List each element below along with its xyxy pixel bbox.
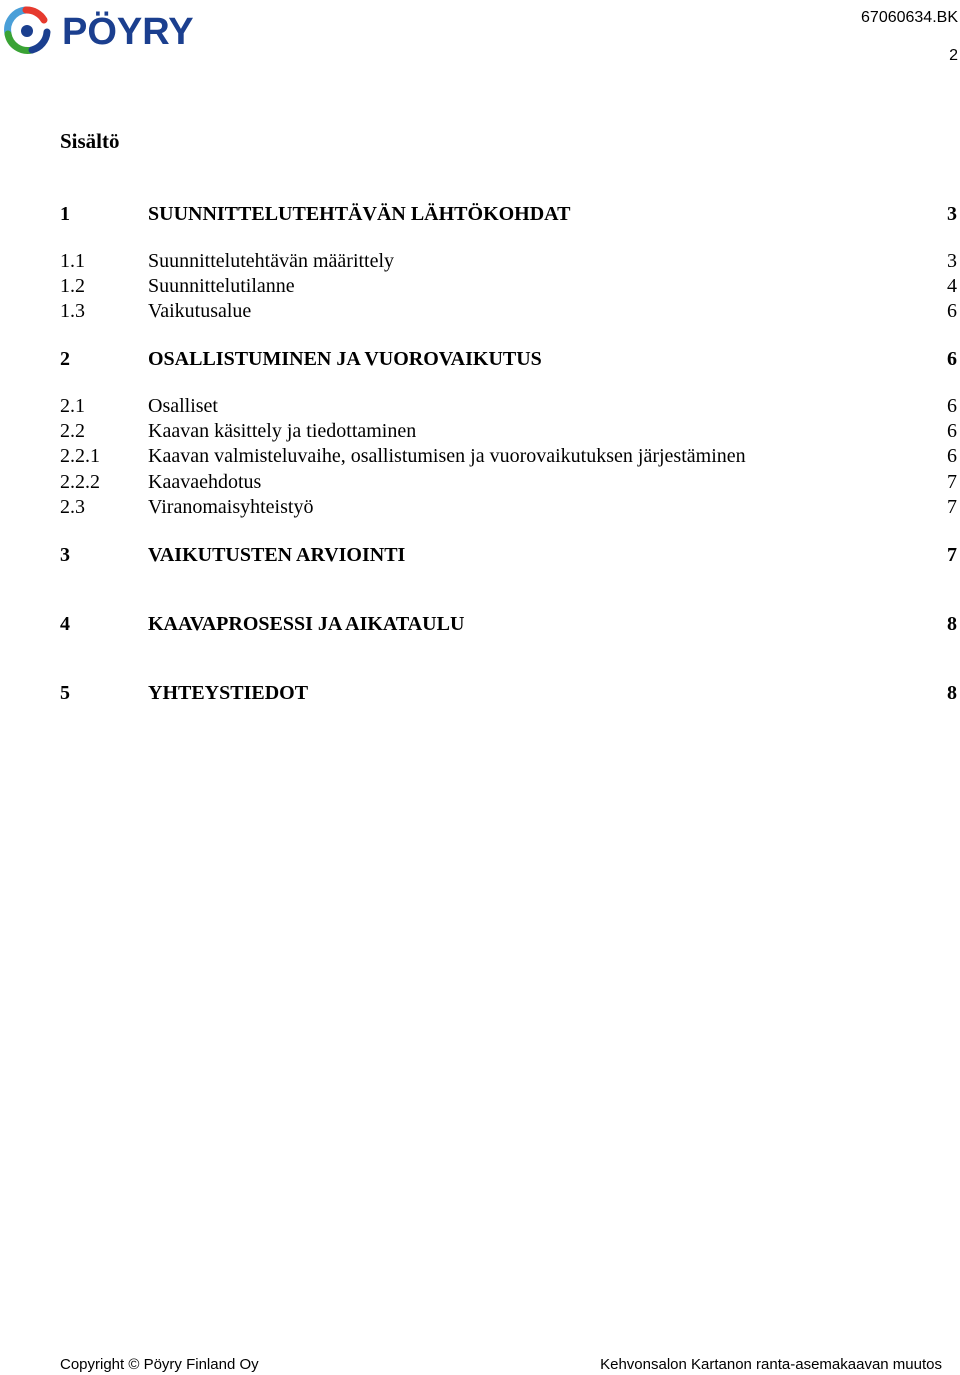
toc-entry[interactable] [60,393,957,419]
toc-entry-number: 1.1 [60,250,85,272]
toc-entry-page: 7 [947,496,957,518]
toc-entry-page: 6 [947,420,957,442]
toc-entry-number: 2.2.1 [60,445,100,467]
toc-entry[interactable] [60,443,957,469]
toc-entry-title: YHTEYSTIEDOT [148,682,309,704]
toc-entry-page: 6 [947,445,957,467]
toc-heading: Sisältö [60,129,120,153]
toc-entry-page: 4 [947,275,957,297]
toc-entry[interactable] [60,201,957,227]
toc-entry-title: Kaavan käsittely ja tiedottaminen [148,420,417,442]
toc-entry-number: 4 [60,613,70,635]
toc-entry[interactable] [60,248,957,274]
toc-entry-title: Kaavaehdotus [148,471,262,493]
toc-entry[interactable] [60,346,957,372]
toc-entry-title: Suunnittelutilanne [148,275,295,297]
poyry-logo [2,4,247,56]
toc-entry-number: 1.3 [60,300,85,322]
toc-entry-page: 6 [947,348,957,370]
toc-entry-page: 7 [947,471,957,493]
toc-entry-number: 2.2.2 [60,471,100,493]
toc-entry-page: 3 [947,203,957,225]
toc-entry-page: 6 [947,395,957,417]
logo-wordmark: PÖYRY [62,11,194,53]
toc-entry-number: 2.2 [60,420,85,442]
toc-entry-title: Viranomaisyhteistyö [148,496,314,518]
toc-entry-page: 8 [947,613,957,635]
toc-entry[interactable] [60,273,957,299]
toc-entry-number: 5 [60,682,70,704]
toc-entry-title: Suunnittelutehtävän määrittely [148,250,395,272]
toc-entry[interactable] [60,418,957,444]
logo-emblem-icon [8,10,47,50]
toc-entry[interactable] [60,542,957,568]
toc-entry[interactable] [60,469,957,495]
toc-entry-number: 2.1 [60,395,85,417]
toc-entry-number: 1.2 [60,275,85,297]
toc-entry-number: 2.3 [60,496,85,518]
toc-entry-page: 8 [947,682,957,704]
toc-entry-title: KAAVAPROSESSI JA AIKATAULU [148,613,465,635]
toc-entry[interactable] [60,680,957,706]
toc-entry-number: 1 [60,203,70,225]
toc-entry[interactable] [60,611,957,637]
toc-entry[interactable] [60,494,957,520]
toc-entry-title: Kaavan valmisteluvaihe, osallistumisen ja vuorovaikutuksen järjestäminen [148,445,746,467]
toc-entry-page: 3 [947,250,957,272]
toc-entry[interactable] [60,298,957,324]
toc-entry-number: 3 [60,544,70,566]
toc-entry-title: OSALLISTUMINEN JA VUOROVAIKUTUS [148,348,542,370]
toc-entry-page: 6 [947,300,957,322]
footer-document-title: Kehvonsalon Kartanon ranta-asemakaavan muutos [600,1356,942,1373]
toc-entry-number: 2 [60,348,70,370]
document-id: 67060634.BK [861,9,958,26]
toc-entry-title: VAIKUTUSTEN ARVIOINTI [148,544,406,566]
toc-entry-title: SUUNNITTELUTEHTÄVÄN LÄHTÖKOHDAT [148,203,571,225]
toc-entry-page: 7 [947,544,957,566]
toc-entry-title: Osalliset [148,395,218,417]
footer-copyright: Copyright © Pöyry Finland Oy [60,1356,259,1373]
page-number: 2 [949,47,958,64]
toc-entry-title: Vaikutusalue [148,300,252,322]
